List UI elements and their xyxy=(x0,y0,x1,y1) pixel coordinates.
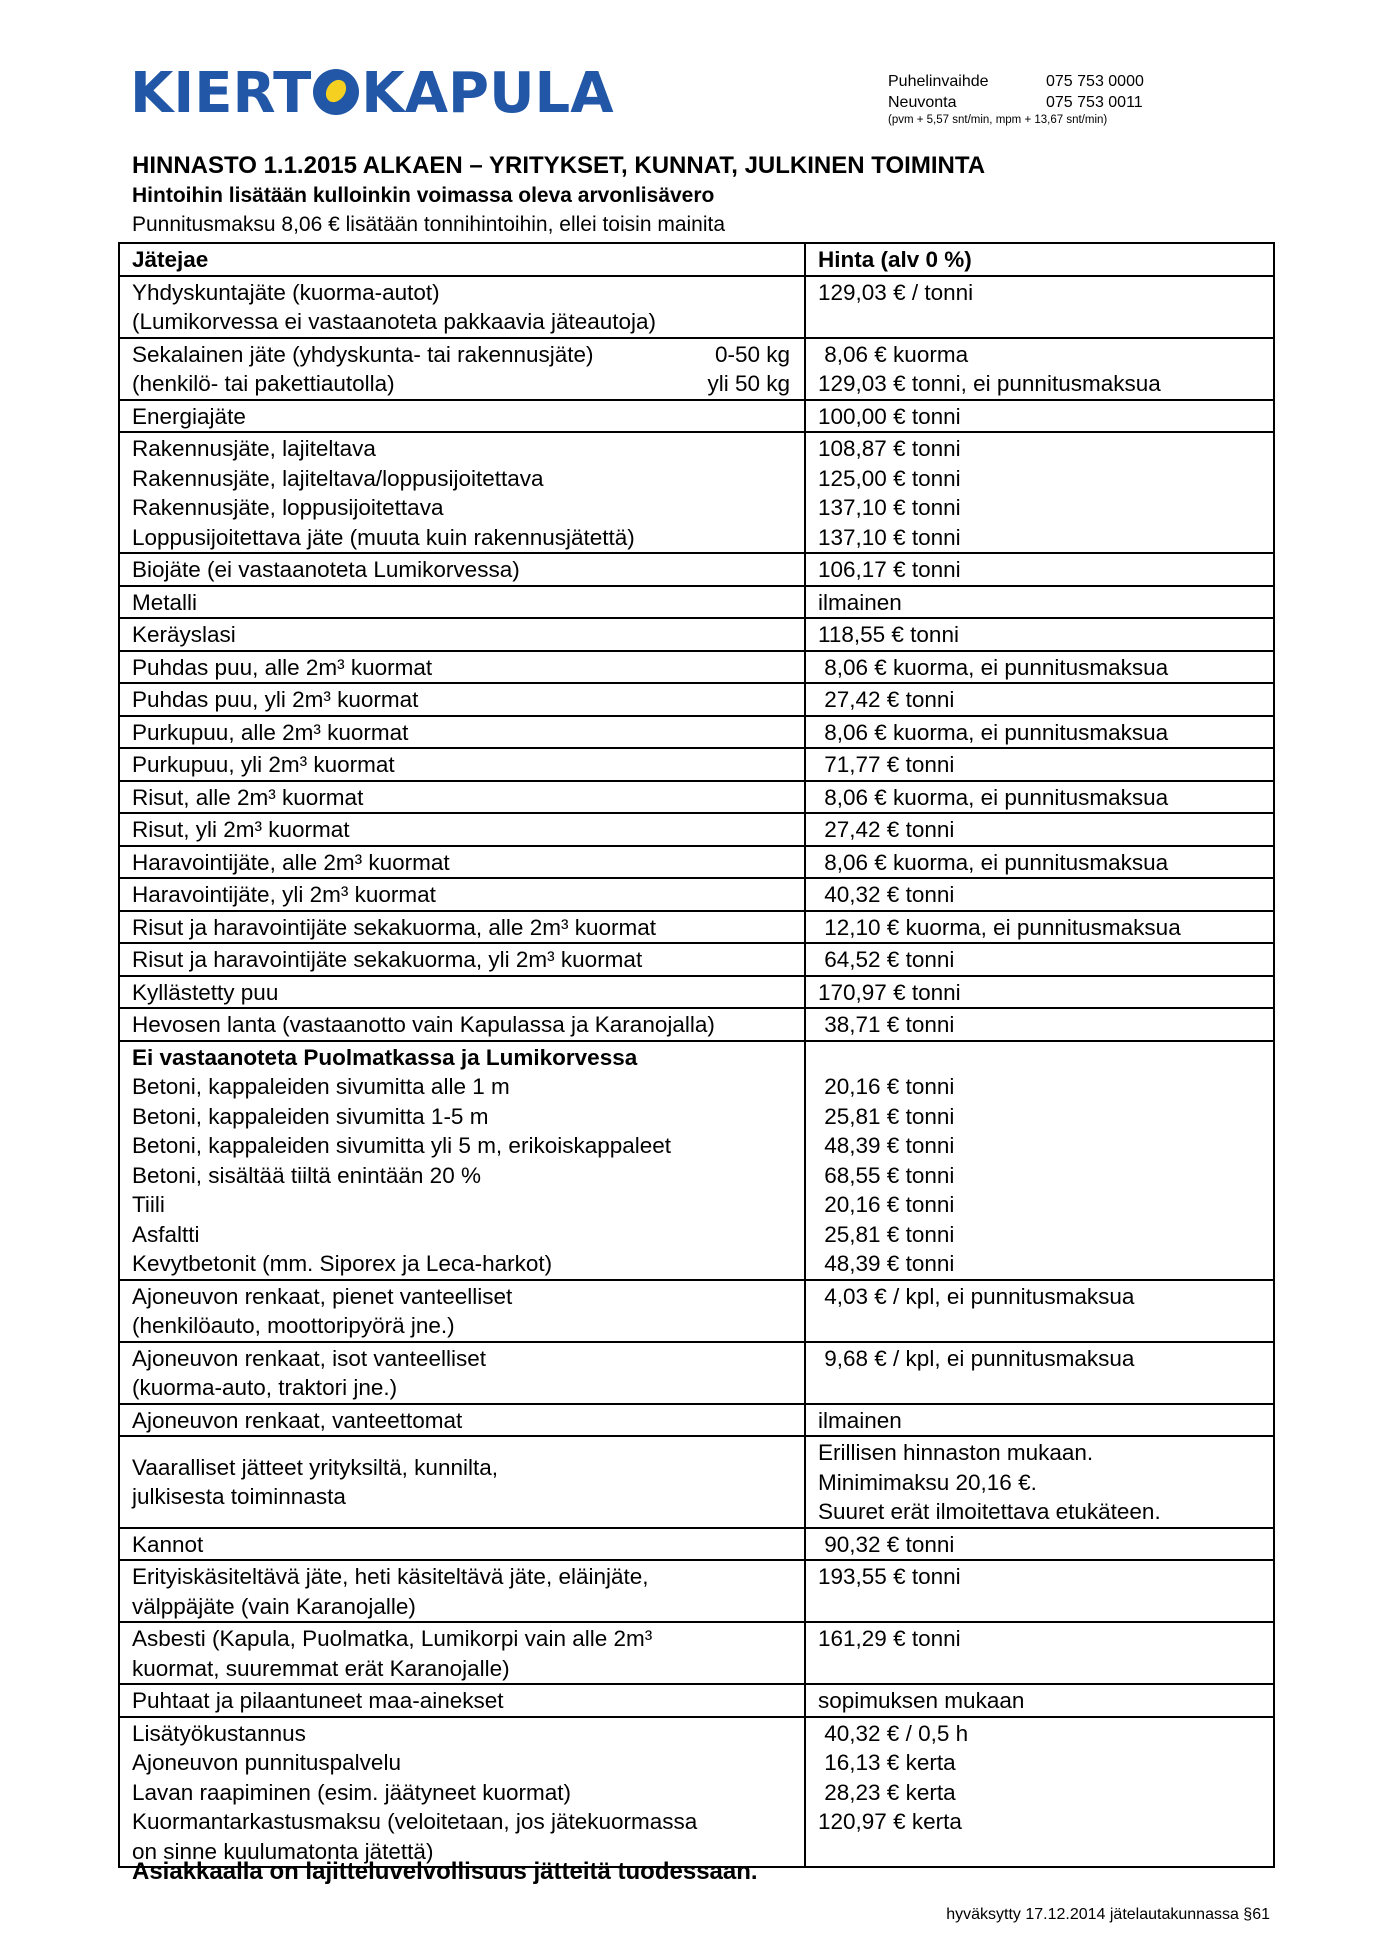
waste-type-cell xyxy=(119,976,805,1009)
price-line: 25,81 € tonni xyxy=(818,1221,955,1247)
price-line: 40,32 € tonni xyxy=(818,882,955,907)
price-cell xyxy=(805,1528,1274,1561)
waste-type-text: Metalli xyxy=(132,589,198,615)
advice-value: 075 753 0011 xyxy=(1046,94,1143,111)
price-line: 8,06 € kuorma, ei punnitusmaksua xyxy=(818,849,1169,875)
waste-type-text: Purkupuu, alle 2m³ kuormat xyxy=(132,719,409,745)
price-line: Minimimaksu 20,16 €. xyxy=(818,1469,1037,1495)
phone-label: Puhelinvaihde xyxy=(888,73,989,90)
waste-type-text: Kevytbetonit (mm. Siporex ja Leca-harkot) xyxy=(132,1251,553,1276)
price-cell xyxy=(805,846,1274,879)
waste-type-line xyxy=(132,1311,804,1341)
price-line: Suuret erät ilmoitettava etukäteen. xyxy=(818,1499,1161,1524)
waste-type-line xyxy=(132,1072,804,1102)
table-row xyxy=(119,1280,1274,1342)
waste-type-cell xyxy=(119,338,805,400)
price-line: 16,13 € kerta xyxy=(818,1750,956,1775)
waste-type-cell xyxy=(119,618,805,651)
waste-type-line xyxy=(132,1562,804,1592)
price-table xyxy=(118,242,1275,1868)
waste-type-line xyxy=(132,1102,804,1132)
waste-type-cell xyxy=(119,1404,805,1437)
section-heading: Ei vastaanoteta Puolmatkassa ja Lumikorvessa xyxy=(132,1044,638,1070)
table-row xyxy=(119,651,1274,684)
table-row xyxy=(119,553,1274,586)
waste-type-line xyxy=(132,945,804,975)
price-line: 193,55 € tonni xyxy=(818,1564,961,1589)
price-cell xyxy=(805,1404,1274,1437)
waste-type-line xyxy=(132,815,804,845)
waste-type-text: Rakennusjäte, loppusijoitettava xyxy=(132,495,444,520)
table-row xyxy=(119,618,1274,651)
weighing-fee-note: Punnitusmaksu 8,06 € lisätään tonnihintoihin, ellei toisin mainita xyxy=(132,213,726,236)
price-cell xyxy=(805,338,1274,400)
waste-type-text: Haravointijäte, yli 2m³ kuormat xyxy=(132,882,436,907)
price-line: 27,42 € tonni xyxy=(818,687,955,712)
logo-o-icon xyxy=(313,69,359,115)
price-cell xyxy=(805,586,1274,619)
waste-type-line xyxy=(132,464,804,494)
waste-type-cell xyxy=(119,1008,805,1041)
waste-type-text: Vaaralliset jätteet yrityksiltä, kunnilta, xyxy=(132,1454,498,1480)
waste-type-text: Ajoneuvon punnituspalvelu xyxy=(132,1750,401,1775)
waste-type-cell xyxy=(119,911,805,944)
price-line: sopimuksen mukaan xyxy=(818,1688,1025,1713)
weight-range: yli 50 kg xyxy=(707,371,790,396)
price-cell xyxy=(805,976,1274,1009)
table-row xyxy=(119,1342,1274,1404)
price-line: 9,68 € / kpl, ei punnitusmaksua xyxy=(818,1345,1135,1371)
price-line: 106,17 € tonni xyxy=(818,557,961,582)
waste-type-line xyxy=(132,880,804,910)
waste-type-line xyxy=(132,1748,804,1778)
price-cell xyxy=(805,748,1274,781)
waste-type-text: Risut, yli 2m³ kuormat xyxy=(132,817,350,842)
price-cell xyxy=(805,683,1274,716)
waste-type-line xyxy=(132,523,804,553)
price-line: 40,32 € / 0,5 h xyxy=(818,1720,969,1746)
waste-type-text: Haravointijäte, alle 2m³ kuormat xyxy=(132,849,450,875)
waste-type-text: Biojäte (ei vastaanoteta Lumikorvessa) xyxy=(132,557,520,582)
price-cell xyxy=(805,618,1274,651)
waste-type-line xyxy=(132,1778,804,1808)
price-cell xyxy=(805,651,1274,684)
table-row xyxy=(119,878,1274,911)
price-cell xyxy=(805,1041,1274,1280)
waste-type-line xyxy=(132,1592,804,1622)
waste-type-cell xyxy=(119,1560,805,1622)
waste-type-cell xyxy=(119,586,805,619)
price-cell xyxy=(805,1342,1274,1404)
waste-type-text: Betoni, kappaleiden sivumitta 1-5 m xyxy=(132,1103,489,1129)
table-row xyxy=(119,1008,1274,1041)
spacer xyxy=(818,1043,1273,1073)
waste-type-line xyxy=(132,1249,804,1279)
waste-type-text: Risut, alle 2m³ kuormat xyxy=(132,784,364,810)
waste-type-cell xyxy=(119,878,805,911)
waste-type-line xyxy=(132,434,804,464)
waste-type-cell xyxy=(119,683,805,716)
table-row xyxy=(119,1404,1274,1437)
waste-type-line xyxy=(132,1190,804,1220)
contact-info xyxy=(888,71,1144,127)
price-line: 129,03 € / tonni xyxy=(818,279,974,305)
price-line: 129,03 € tonni, ei punnitusmaksua xyxy=(818,371,1161,396)
vat-note: Hintoihin lisätään kulloinkin voimassa oleva arvonlisävero xyxy=(132,184,715,207)
price-line: 71,77 € tonni xyxy=(818,752,955,777)
waste-type-text: Yhdyskuntajäte (kuorma-autot) xyxy=(132,279,440,305)
waste-type-line xyxy=(132,1161,804,1191)
waste-type-text: Keräyslasi xyxy=(132,622,236,647)
waste-type-text: Rakennusjäte, lajiteltava xyxy=(132,436,376,461)
waste-type-line xyxy=(132,1686,804,1716)
waste-type-cell xyxy=(119,553,805,586)
phone-value: 075 753 0000 xyxy=(1046,73,1144,90)
waste-type-line xyxy=(132,750,804,780)
waste-type-cell xyxy=(119,716,805,749)
waste-type-cell xyxy=(119,1436,805,1528)
waste-type-line xyxy=(132,1624,804,1654)
table-row xyxy=(119,1041,1274,1280)
price-line: 38,71 € tonni xyxy=(818,1012,955,1037)
waste-type-line xyxy=(132,848,804,878)
price-cell xyxy=(805,911,1274,944)
waste-type-cell xyxy=(119,1342,805,1404)
waste-type-text: Asbesti (Kapula, Puolmatka, Lumikorpi vain alle 2m³ xyxy=(132,1626,653,1651)
price-line: 68,55 € tonni xyxy=(818,1162,955,1188)
waste-type-text: Ajoneuvon renkaat, isot vanteelliset xyxy=(132,1345,486,1371)
waste-type-text: Rakennusjäte, lajiteltava/loppusijoitettava xyxy=(132,465,544,491)
kiertokapula-logo xyxy=(130,62,614,126)
price-cell xyxy=(805,813,1274,846)
waste-type-text: Purkupuu, yli 2m³ kuormat xyxy=(132,752,395,777)
waste-type-text: Puhtaat ja pilaantuneet maa-ainekset xyxy=(132,1688,504,1713)
table-row xyxy=(119,683,1274,716)
price-line: 8,06 € kuorma, ei punnitusmaksua xyxy=(818,719,1169,745)
waste-type-text: välppäjäte (vain Karanojalle) xyxy=(132,1593,416,1619)
header-waste-type: Jätejae xyxy=(119,243,805,276)
waste-type-text: Tiili xyxy=(132,1192,165,1217)
table-row xyxy=(119,781,1274,814)
table-row xyxy=(119,400,1274,433)
price-line: 8,06 € kuorma, ei punnitusmaksua xyxy=(818,784,1169,810)
weight-range: 0-50 kg xyxy=(714,341,790,367)
price-line: 20,16 € tonni xyxy=(818,1074,955,1099)
waste-type-line xyxy=(132,1530,804,1560)
price-cell xyxy=(805,1280,1274,1342)
price-cell xyxy=(805,1717,1274,1868)
waste-type-line xyxy=(132,307,804,337)
price-cell xyxy=(805,878,1274,911)
price-line: 137,10 € tonni xyxy=(818,495,961,520)
waste-type-text: Betoni, kappaleiden sivumitta alle 1 m xyxy=(132,1074,510,1099)
price-line: 20,16 € tonni xyxy=(818,1192,955,1217)
price-line: Erillisen hinnaston mukaan. xyxy=(818,1440,1094,1465)
price-line: 12,10 € kuorma, ei punnitusmaksua xyxy=(818,914,1181,940)
waste-type-line xyxy=(132,1344,804,1374)
waste-type-line xyxy=(132,555,804,585)
waste-type-cell xyxy=(119,813,805,846)
header-price: Hinta (alv 0 %) xyxy=(805,243,1274,276)
waste-type-text: Loppusijoitettava jäte (muuta kuin rakennusjätettä) xyxy=(132,524,635,550)
table-row xyxy=(119,846,1274,879)
waste-type-text: Puhdas puu, yli 2m³ kuormat xyxy=(132,687,419,712)
price-line: 100,00 € tonni xyxy=(818,403,961,429)
price-line: 120,97 € kerta xyxy=(818,1809,962,1834)
price-cell xyxy=(805,1560,1274,1622)
waste-type-line xyxy=(132,718,804,748)
waste-type-text: Erityiskäsiteltävä jäte, heti käsiteltävä jäte, eläinjäte, xyxy=(132,1564,649,1589)
table-row xyxy=(119,943,1274,976)
price-line: 90,32 € tonni xyxy=(818,1531,955,1557)
waste-type-text: Lisätyökustannus xyxy=(132,1720,306,1746)
waste-type-line xyxy=(132,685,804,715)
price-cell xyxy=(805,1684,1274,1717)
waste-type-cell xyxy=(119,1717,805,1868)
price-line: 161,29 € tonni xyxy=(818,1626,961,1651)
waste-type-line xyxy=(132,369,804,399)
table-row xyxy=(119,813,1274,846)
table-row xyxy=(119,338,1274,400)
waste-type-cell xyxy=(119,400,805,433)
waste-type-cell xyxy=(119,846,805,879)
price-cell xyxy=(805,1622,1274,1684)
logo-text-suffix: KAPULA xyxy=(361,61,614,126)
waste-type-cell xyxy=(119,1041,805,1280)
table-row xyxy=(119,432,1274,553)
waste-type-line xyxy=(132,1719,804,1749)
waste-type-line xyxy=(132,1453,804,1483)
waste-type-text: Hevosen lanta (vastaanotto vain Kapulassa ja Karanojalla) xyxy=(132,1012,715,1037)
waste-type-text: on sinne kuulumatonta jätettä) xyxy=(132,1838,434,1864)
approval-note: hyväksytty 17.12.2014 jätelautakunnassa §61 xyxy=(946,1906,1270,1923)
price-cell xyxy=(805,716,1274,749)
waste-type-line xyxy=(132,783,804,813)
waste-type-cell xyxy=(119,1684,805,1717)
price-line: 25,81 € tonni xyxy=(818,1103,955,1129)
waste-type-text: Kuormantarkastusmaksu (veloitetaan, jos jätekuormassa xyxy=(132,1809,698,1834)
price-line: 108,87 € tonni xyxy=(818,436,961,461)
table-row xyxy=(119,1717,1274,1868)
waste-type-text: Lavan raapiminen (esim. jäätyneet kuormat) xyxy=(132,1779,571,1805)
waste-type-line xyxy=(132,913,804,943)
sorting-obligation-note: Asiakkaalla on lajitteluvelvollisuus jätteitä tuodessaan. xyxy=(132,1858,758,1885)
waste-type-text: kuormat, suuremmat erät Karanojalle) xyxy=(132,1655,510,1681)
waste-type-cell xyxy=(119,1622,805,1684)
table-row xyxy=(119,276,1274,338)
waste-type-text: Asfaltti xyxy=(132,1221,200,1247)
call-price-note: (pvm + 5,57 snt/min, mpm + 13,67 snt/min) xyxy=(888,114,1108,126)
waste-type-text: Sekalainen jäte (yhdyskunta- tai rakennusjäte) xyxy=(132,341,594,367)
waste-type-line xyxy=(132,1220,804,1250)
price-cell xyxy=(805,781,1274,814)
advice-label: Neuvonta xyxy=(888,94,957,111)
waste-type-text: Kannot xyxy=(132,1531,204,1557)
waste-type-line xyxy=(132,653,804,683)
table-row xyxy=(119,1622,1274,1684)
table-row xyxy=(119,1684,1274,1717)
waste-type-line xyxy=(132,1654,804,1684)
price-line: 170,97 € tonni xyxy=(818,979,961,1005)
table-row xyxy=(119,976,1274,1009)
waste-type-line xyxy=(132,493,804,523)
page-title: HINNASTO 1.1.2015 ALKAEN – YRITYKSET, KUNNAT, JULKINEN TOIMINTA xyxy=(132,152,986,179)
waste-type-line xyxy=(132,340,804,370)
waste-type-text: Ajoneuvon renkaat, vanteettomat xyxy=(132,1407,463,1433)
price-cell xyxy=(805,943,1274,976)
price-line: 28,23 € kerta xyxy=(818,1779,956,1805)
waste-type-cell xyxy=(119,781,805,814)
price-line: 8,06 € kuorma xyxy=(818,341,969,367)
table-row xyxy=(119,911,1274,944)
price-cell xyxy=(805,1436,1274,1528)
waste-type-cell xyxy=(119,432,805,553)
waste-type-line xyxy=(132,1131,804,1161)
waste-type-line xyxy=(132,1482,804,1512)
price-cell xyxy=(805,432,1274,553)
waste-type-text: Betoni, sisältää tiiltä enintään 20 % xyxy=(132,1162,481,1188)
waste-type-text: Puhdas puu, alle 2m³ kuormat xyxy=(132,654,433,680)
price-line: 8,06 € kuorma, ei punnitusmaksua xyxy=(818,654,1169,680)
waste-type-line xyxy=(132,588,804,618)
waste-type-text: Energiajäte xyxy=(132,403,246,429)
waste-type-line xyxy=(132,278,804,308)
waste-type-cell xyxy=(119,748,805,781)
waste-type-cell xyxy=(119,651,805,684)
table-row xyxy=(119,1528,1274,1561)
waste-type-text: (Lumikorvessa ei vastaanoteta pakkaavia jäteautoja) xyxy=(132,309,657,334)
waste-type-cell xyxy=(119,276,805,338)
price-line: 64,52 € tonni xyxy=(818,947,955,972)
table-row xyxy=(119,586,1274,619)
waste-type-text: (kuorma-auto, traktori jne.) xyxy=(132,1375,398,1400)
price-cell xyxy=(805,1008,1274,1041)
table-row xyxy=(119,748,1274,781)
price-line: 137,10 € tonni xyxy=(818,524,961,550)
waste-type-text: Kyllästetty puu xyxy=(132,979,279,1005)
waste-type-text: julkisesta toiminnasta xyxy=(132,1484,346,1510)
waste-type-line xyxy=(132,1373,804,1403)
price-line: 48,39 € tonni xyxy=(818,1133,955,1158)
price-line: 27,42 € tonni xyxy=(818,817,955,842)
waste-type-line xyxy=(132,402,804,432)
waste-type-text: (henkilö- tai pakettiautolla) xyxy=(132,371,395,396)
waste-type-cell xyxy=(119,943,805,976)
waste-type-line xyxy=(132,1010,804,1040)
waste-type-text: Risut ja haravointijäte sekakuorma, alle 2m³ kuormat xyxy=(132,914,656,940)
price-line: 125,00 € tonni xyxy=(818,465,961,491)
logo-text-prefix: KIERT xyxy=(130,61,312,126)
waste-type-line xyxy=(132,1406,804,1436)
waste-type-line xyxy=(132,1282,804,1312)
waste-type-text: Ajoneuvon renkaat, pienet vanteelliset xyxy=(132,1283,513,1309)
price-line: ilmainen xyxy=(818,1407,902,1433)
waste-type-cell xyxy=(119,1528,805,1561)
waste-type-text: (henkilöauto, moottoripyörä jne.) xyxy=(132,1313,455,1338)
waste-type-cell xyxy=(119,1280,805,1342)
table-row xyxy=(119,1560,1274,1622)
price-cell xyxy=(805,276,1274,338)
price-cell xyxy=(805,553,1274,586)
price-cell xyxy=(805,400,1274,433)
price-line: 4,03 € / kpl, ei punnitusmaksua xyxy=(818,1283,1135,1309)
table-header-row xyxy=(119,243,1274,276)
price-line: ilmainen xyxy=(818,589,902,615)
table-row xyxy=(119,1436,1274,1528)
waste-type-text: Betoni, kappaleiden sivumitta yli 5 m, erikoiskappaleet xyxy=(132,1133,672,1158)
waste-type-line xyxy=(132,620,804,650)
waste-type-line xyxy=(132,1807,804,1837)
waste-type-text: Risut ja haravointijäte sekakuorma, yli 2m³ kuormat xyxy=(132,947,643,972)
table-row xyxy=(119,716,1274,749)
price-line: 118,55 € tonni xyxy=(818,622,959,647)
waste-type-line xyxy=(132,978,804,1008)
price-line: 48,39 € tonni xyxy=(818,1251,955,1276)
